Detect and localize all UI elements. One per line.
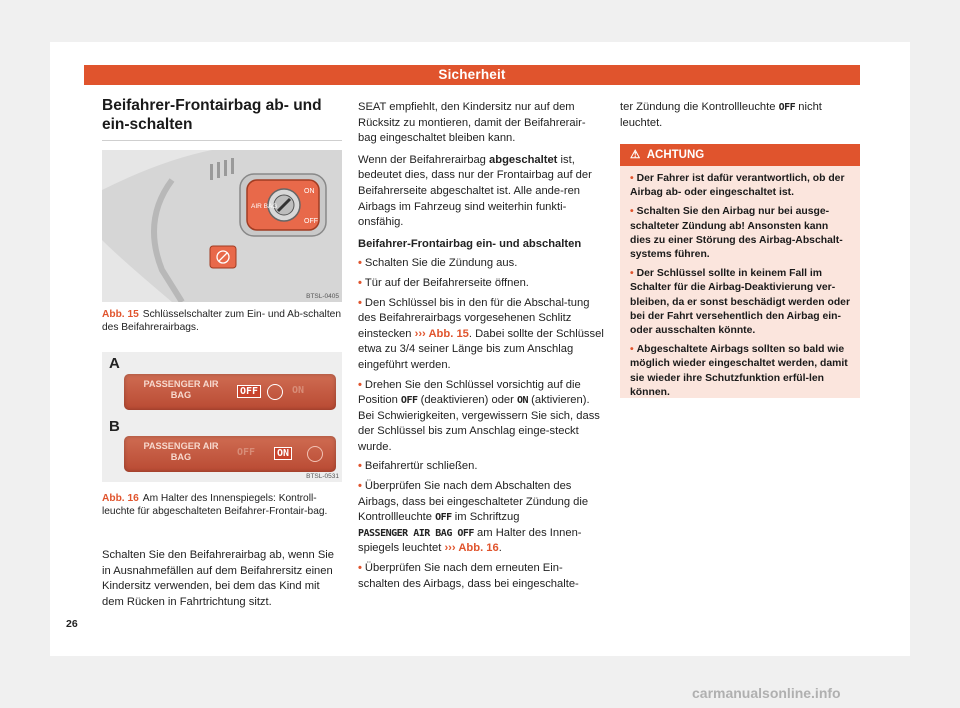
figure-15-label: Abb. 15	[102, 309, 139, 320]
off-symbol: OFF	[435, 512, 452, 524]
watermark: carmanualsonline.info	[692, 685, 841, 701]
off-symbol: OFF	[400, 395, 418, 407]
figure-15-caption-text: Schlüsselschalter zum Ein- und Ab-schalten des Beifahrerairbags.	[102, 309, 341, 333]
page-number: 26	[66, 618, 78, 630]
panel-b-letter: B	[109, 418, 120, 435]
panel-a-indicator	[124, 374, 336, 410]
list-item: • Überprüfen Sie nach dem Abschalten des Airbags, dass bei eingeschalteter Zündung die Kontrollleuchte OFF im Schriftzug PASSENGER AIR BAG OFF am Halter des Innen-spiegels leuchtet ››› Abb. 16.	[358, 480, 589, 555]
list-item: • Drehen Sie den Schlüssel vorsichtig auf die Position OFF (deaktivieren) oder ON (aktivieren). Bei Schwierigkeiten, vergewissern Sie sich, dass der Schlüssel bis zum Anschlag einge-steckt wurde.	[358, 378, 600, 453]
warning-item: • Abgeschaltete Airbags sollten so bald wie möglich wieder eingeschaltet werden, damit sie wieder ihre Schutzfunktion erfül-len können.	[630, 344, 848, 398]
list-item: • Den Schlüssel bis in den für die Abschal-tung des Beifahrerairbags vorgesehenen Schlitz einstecken ››› Abb. 15. Dabei sollte der Schlüssel etwa zu 3/4 seiner Länge bis zum Anschlag eingeführt werden.	[358, 296, 604, 371]
list-item: • Überprüfen Sie nach dem erneuten Ein-schalten des Airbags, dass bei eingeschalte-	[358, 562, 579, 590]
warning-item: • Schalten Sie den Airbag nur bei ausge-schalteter Zündung ab! Ansonsten kann dies zu einer Störung des Airbag-Abschalt-systems führen.	[630, 206, 843, 261]
figure-16-label: Abb. 16	[102, 493, 139, 504]
warning-item: • Der Schlüssel sollte in keinem Fall im Schalter für die Airbag-Deaktivierung ver-bleiben, da er sonst beschädigt werden oder bei der Fahrt versehentlich den Airbag ein- oder ausschalten könnte.	[630, 268, 850, 337]
warning-header	[620, 144, 860, 166]
list-item: • Beifahrertür schließen.	[358, 460, 478, 473]
on-symbol: ON	[516, 395, 529, 407]
panel-a-on: ON	[292, 385, 305, 396]
panel-b-off: OFF	[237, 447, 256, 458]
section-header: Sicherheit	[84, 65, 860, 85]
paragraph-deactivated: Wenn der Beifahrerairbag abgeschaltet ist, bedeutet dies, dass nur der Frontairbag auf der Beifahrerseite abgeschaltet ist. Alle ande-ren Airbags im Fahrzeug sind weiterhin funkti-onsfähig.	[358, 153, 592, 229]
panel-a-text: PASSENGER AIR BAG	[143, 379, 219, 400]
airbag-switch-illustration	[102, 150, 342, 302]
panel-b-text: PASSENGER AIR BAG	[143, 441, 219, 462]
procedure-heading: Beifahrer-Frontairbag ein- und abschalten	[358, 237, 582, 250]
panel-a-off: OFF	[237, 385, 261, 398]
passenger-airbag-icon	[267, 384, 283, 400]
list-item: • Schalten Sie die Zündung aus.	[358, 257, 518, 270]
warning-item: • Der Fahrer ist dafür verantwortlich, ob der Airbag ab- oder eingeschaltet ist.	[630, 173, 845, 199]
off-symbol: OFF	[778, 102, 796, 113]
figure-16-caption	[102, 492, 342, 518]
airbag-off-icon	[307, 446, 323, 462]
warning-title: ACHTUNG	[646, 149, 705, 161]
figure-16-caption-text: Am Halter des Innenspiegels: Kontroll-leuchte für abgeschalteten Beifahrer-Frontair-bag.	[102, 493, 328, 517]
paragraph-recommendation: SEAT empfiehlt, den Kindersitz nur auf dem Rücksitz zu montieren, damit der Beifahrerair-bag eingeschaltet bleiben kann.	[358, 101, 586, 145]
passenger-airbag-off-label: PASSENGER AIR BAG OFF	[358, 527, 474, 539]
switch-on-label: ON	[304, 188, 315, 195]
column-3	[620, 100, 860, 398]
warning-triangle-icon: ⚠	[630, 149, 641, 161]
figure-16-image	[102, 352, 342, 482]
switch-off-label: OFF	[304, 218, 318, 225]
figure-16-link[interactable]: ››› Abb. 16	[444, 542, 499, 555]
panel-b-indicator	[124, 436, 336, 472]
figure-15-caption	[102, 308, 342, 334]
figure-15-code: BTSL-0405	[306, 293, 339, 300]
paragraph-continuation: ter Zündung die Kontrollleuchte OFF nicht leuchtet.	[620, 101, 822, 129]
body-paragraph: Schalten Sie den Beifahrerairbag ab, wenn Sie in Ausnahmefällen auf dem Beifahrersitz einen Kindersitz verwenden, bei dem das Kind mit dem Rücken in Fahrtrichtung sitzt.	[102, 549, 334, 608]
title-divider	[102, 140, 342, 141]
list-item: • Tür auf der Beifahrerseite öffnen.	[358, 276, 529, 289]
panel-b-on: ON	[274, 447, 292, 460]
figure-15-image	[102, 150, 342, 302]
warning-box	[620, 144, 860, 398]
section-title: Beifahrer-Frontairbag ab- und ein-schalten	[102, 97, 322, 133]
figure-16-code: BTSL-0531	[306, 473, 339, 480]
switch-airbag-label: AIR BAG	[251, 203, 278, 210]
warning-body	[620, 166, 860, 400]
column-1	[102, 96, 342, 608]
figure-15-link[interactable]: ››› Abb. 15	[414, 327, 469, 340]
panel-a-letter: A	[109, 355, 120, 372]
column-2	[358, 100, 604, 596]
